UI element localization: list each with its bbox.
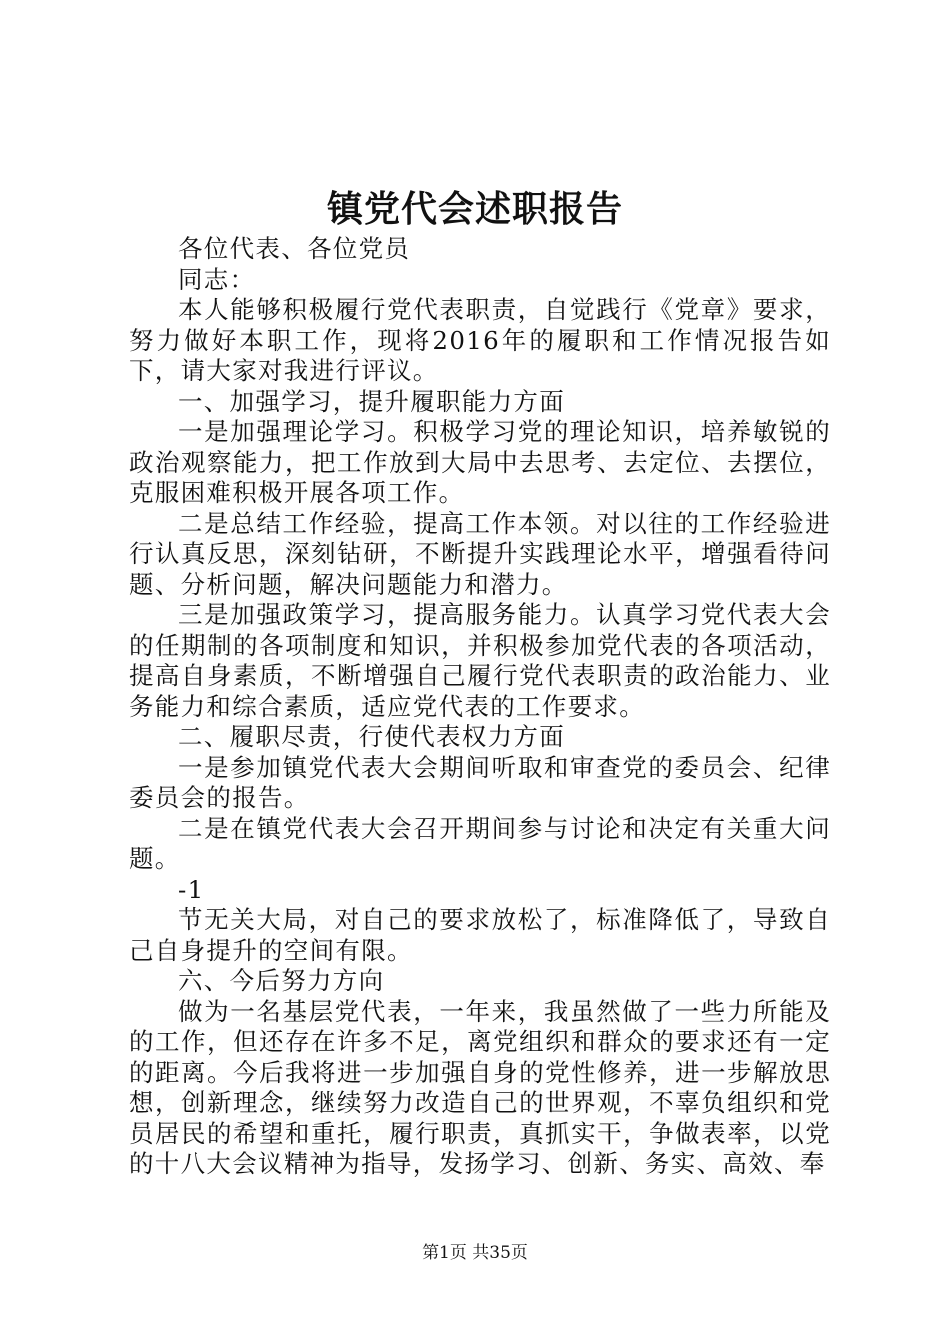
paragraph: 一是加强理论学习。积极学习党的理论知识，培养敏锐的政治观察能力，把工作放到大局中去思考、去定位、去摆位，克服困难积极开展各项工作。 [129,417,831,507]
paragraph: 各位代表、各位党员 [178,234,411,263]
paragraph: 同志： [178,264,256,294]
paragraph: 节无关大局，对自己的要求放松了，标准降低了，导致自己自身提升的空间有限。 [129,905,831,965]
paragraph: 二是在镇党代表大会召开期间参与讨论和决定有关重大问题。 [129,813,831,873]
paragraph: 三是加强政策学习，提高服务能力。认真学习党代表大会的任期制的各项制度和知识，并积极参加党代表的各项活动，提高自身素质，不断增强自己履行党代表职责的政治能力、业务能力和综合素质，适应党代表的工作要求。 [129,600,831,721]
page-footer: 第1页 共35页 [422,1243,528,1263]
paragraph: 做为一名基层党代表，一年来，我虽然做了一些力所能及的工作，但还存在许多不足，离党组织和群众的要求还有一定的距离。今后我将进一步加强自身的党性修养，进一步解放思想，创新理念，继续努力改造自己的世界观，不辜负组织和党员居民的希望和重托，履行职责，真抓实干，争做表率，以党的十八大会议精神为指导，发扬学习、创新、务实、高效、奉 [129,996,831,1178]
paragraph: 本人能够积极履行党代表职责，自觉践行《党章》要求，努力做好本职工作，现将2016年的履职和工作情况报告如下，请大家对我进行评议。 [129,295,831,385]
paragraph: 一是参加镇党代表大会期间听取和审查党的委员会、纪律委员会的报告。 [129,752,831,812]
paragraph: 一、加强学习，提升履职能力方面 [178,386,565,416]
document-body [129,234,831,1180]
paragraph: 二是总结工作经验，提高工作本领。对以往的工作经验进行认真反思，深刻钻研，不断提升实践理论水平，增强看待问题、分析问题，解决问题能力和潜力。 [129,508,831,599]
paragraph: 二、履职尽责，行使代表权力方面 [178,722,565,751]
paragraph: -1 [178,874,205,904]
document-title: 镇党代会述职报告 [326,188,623,230]
paragraph: 六、今后努力方向 [178,966,385,995]
